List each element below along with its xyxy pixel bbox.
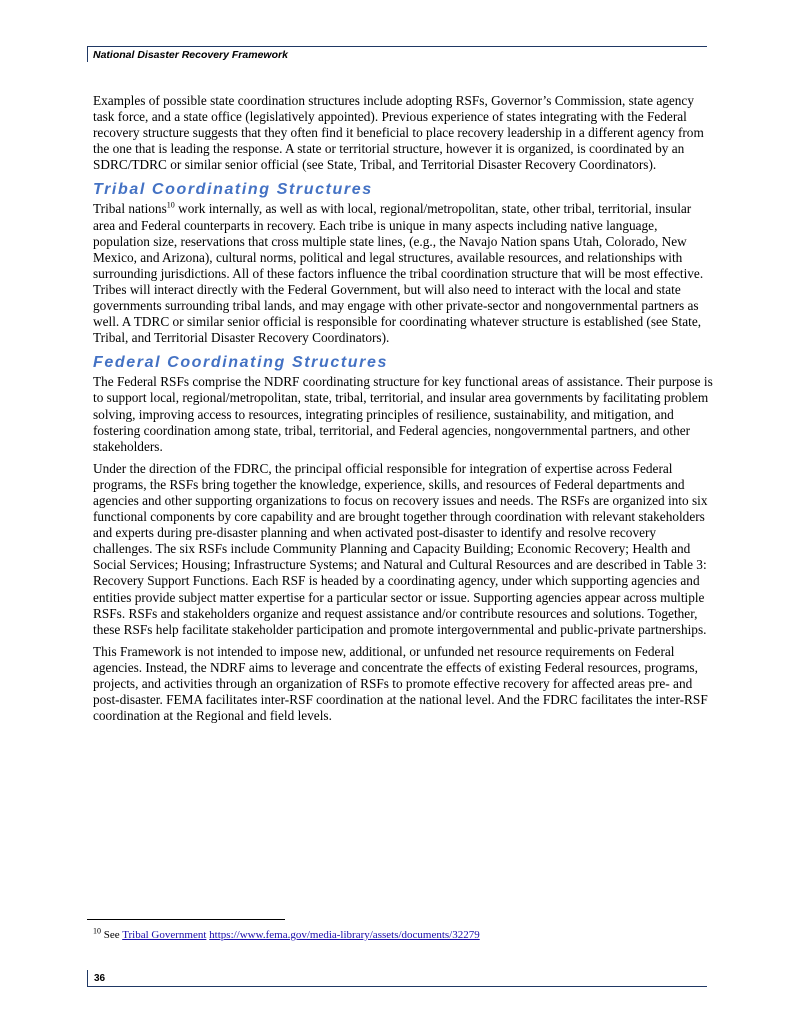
footer-tick <box>87 970 88 986</box>
federal-paragraph-1: The Federal RSFs comprise the NDRF coordinating structure for key functional areas of assistance. Their purpose is to support local, regional/metropolitan, state, tribal, territorial, and insular area governments by facilitating problem solving, improving access to resources, integrating principles of resilience, sustainability, and mitigation, and fostering coordination among state, tribal, territorial, and Federal agencies, nongovernmental partners, and other stakeholders. <box>93 374 713 454</box>
footnote-prefix: See <box>101 929 123 941</box>
footnote-number: 10 <box>93 926 101 936</box>
tribal-lead-text: Tribal nations <box>93 201 167 217</box>
running-header-title: National Disaster Recovery Framework <box>93 49 288 61</box>
tribal-paragraph <box>93 201 713 346</box>
footnote <box>93 926 480 941</box>
footnote-rule <box>87 919 285 920</box>
tribal-rest-text: work internally, as well as with local, regional/metropolitan, state, other tribal, territorial, insular area and Federal counterparts in recovery. Each tribe is unique in many aspects including native language, population size, reservations that cross multiple state lines, (e.g., the Navajo Nation spans Utah, Colorado, New Mexico, and Arizona), cultural norms, political and legal structures, available resources, and relationships with surrounding jurisdictions. All of these factors influence the tribal coordination structure that will be most effective. Tribes will interact directly with the Federal Government, but will also need to interact with the local and state governments surrounding tribal lands, and may engage with other private-sector and nongovernmental partners as well. A TDRC or similar senior official is responsible for coordinating whatever structure is established (see State, Tribal, and Territorial Disaster Recovery Coordinators). <box>93 201 704 346</box>
federal-heading: Federal Coordinating Structures <box>93 354 388 372</box>
footnote-link-url[interactable]: https://www.fema.gov/media-library/assets/documents/32279 <box>209 929 480 941</box>
federal-paragraph-2: Under the direction of the FDRC, the principal official responsible for integration of expertise across Federal programs, the RSFs bring together the knowledge, experience, skills, and resources of Federal departments and agencies and other supporting organizations to focus on recovery issues and needs. The RSFs are organized into six functional components by core capability and are brought together through coordination with relevant stakeholders and experts during pre-disaster planning and when activated post-disaster to identify and resolve recovery challenges. The six RSFs include Community Planning and Capacity Building; Economic Recovery; Health and Social Services; Housing; Infrastructure Systems; and Natural and Cultural Resources and are described in Table 3: Recovery Support Functions. Each RSF is headed by a coordinating agency, under which supporting agencies and entities provide subject matter expertise for a particular sector or issue. Supporting agencies appear across multiple RSFs. RSFs and stakeholders organize and request assistance and/or contribute resources and solutions. Together, these RSFs help facilitate stakeholder participation and promote intergovernmental and public-private partnerships. <box>93 460 708 637</box>
federal-paragraph-3: This Framework is not intended to impose new, additional, or unfunded net resource requirements on Federal agencies. Instead, the NDRF aims to leverage and concentrate the effects of existing Federal resources, programs, projects, and activities through an organization of RSFs to promote effective recovery for affected areas pre- and post-disaster. FEMA facilitates inter-RSF coordination at the national level. And the FDRC facilitates the inter-RSF coordination at the Regional and field levels. <box>93 643 708 724</box>
body-text <box>93 93 713 730</box>
tribal-heading: Tribal Coordinating Structures <box>93 181 373 199</box>
page-number: 36 <box>94 973 106 984</box>
header-rule <box>87 46 707 47</box>
header-tick <box>87 46 88 62</box>
footer-rule <box>87 986 707 987</box>
intro-paragraph: Examples of possible state coordination structures include adopting RSFs, Governor’s Commission, state agency task force, and a state office (legislatively appointed). Previous experience of states integrating with the Federal recovery structure suggests that they often find it beneficial to place recovery leadership in a different agency from the one that is leading the response. A state or territorial structure, however it is organized, is coordinated by an SDRC/TDRC or similar senior official (see State, Tribal, and Territorial Disaster Recovery Coordinators). <box>93 93 704 173</box>
footnote-reference[interactable]: 10 <box>166 201 175 211</box>
footnote-link-tribal-government[interactable]: Tribal Government <box>122 929 207 941</box>
